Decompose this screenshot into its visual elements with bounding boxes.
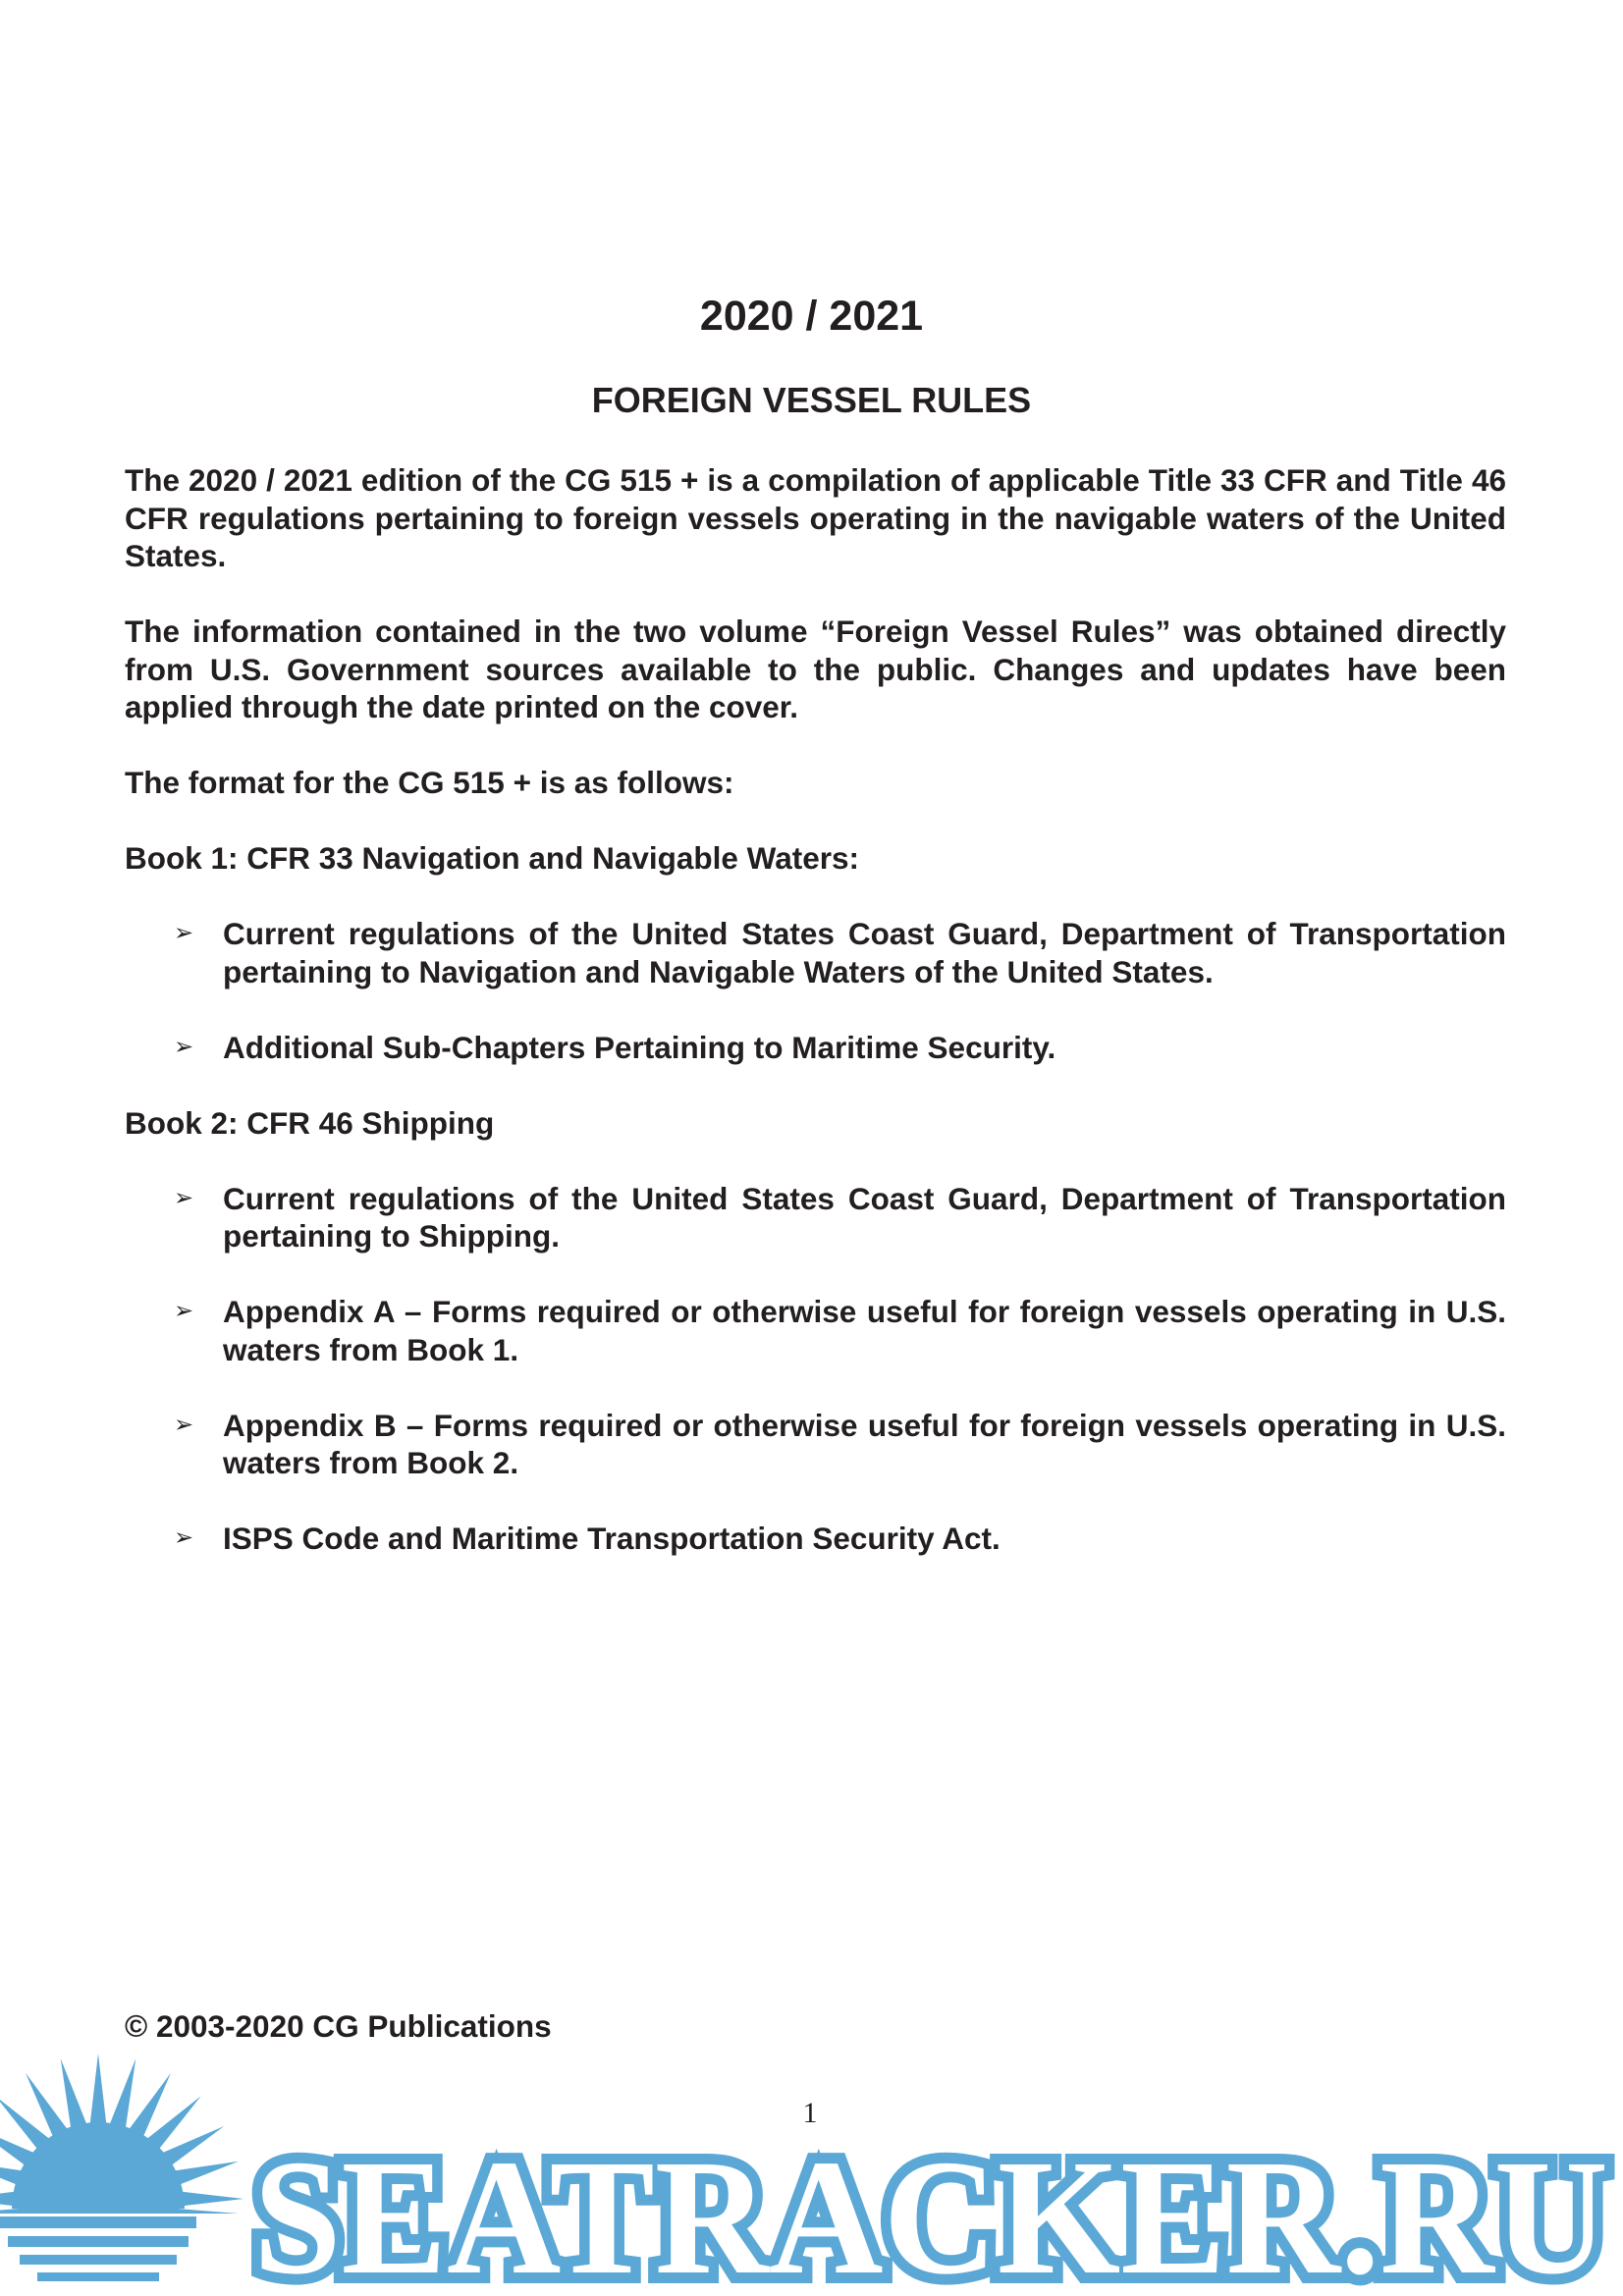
book-1-heading: Book 1: CFR 33 Navigation and Navigable Waters:: [125, 840, 859, 876]
arrow-bullet-icon: ➢: [174, 1033, 194, 1060]
format-intro: The format for the CG 515 + is as follows:: [125, 765, 734, 800]
list-item: [125, 1180, 1506, 1255]
list-item: [125, 915, 1506, 990]
list-item: [125, 1520, 1506, 1558]
page-subtitle: FOREIGN VESSEL RULES: [591, 380, 1032, 420]
list-item-text: ISPS Code and Maritime Transportation Security Act.: [223, 1521, 1001, 1556]
list-item-text: Current regulations of the United States Coast Guard, Department of Transportation pertaining to Shipping.: [223, 1180, 1506, 1254]
arrow-bullet-icon: ➢: [174, 920, 194, 946]
book-2-heading: Book 2: CFR 46 Shipping: [125, 1104, 495, 1141]
copyright-notice: © 2003-2020 CG Publications: [125, 2008, 552, 2044]
document-body: [125, 461, 1506, 1595]
intro-paragraph-2: The information contained in the two volume “Foreign Vessel Rules” was obtained directly from U.S. Government sources available to the public. Changes and updates have been applied through the date printed on the cover.: [125, 614, 1506, 724]
arrow-bullet-icon: ➢: [174, 1298, 194, 1324]
list-item: [125, 1407, 1506, 1482]
intro-paragraph-1: The 2020 / 2021 edition of the CG 515 + is a compilation of applicable Title 33 CFR and Title 46 CFR regulations pertaining to foreign vessels operating in the navigable waters of the United States.: [125, 462, 1506, 573]
list-item: [125, 1293, 1506, 1368]
list-item-text: Additional Sub-Chapters Pertaining to Maritime Security.: [223, 1029, 1056, 1065]
arrow-bullet-icon: ➢: [174, 1411, 194, 1438]
list-item-text: Current regulations of the United States Coast Guard, Department of Transportation pertaining to Navigation and Navigable Waters of the United States.: [223, 916, 1506, 989]
arrow-bullet-icon: ➢: [174, 1184, 194, 1211]
list-item-text: Appendix A – Forms required or otherwise useful for foreign vessels operating in U.S. waters from Book 1.: [223, 1294, 1506, 1367]
sun-icon: [0, 2054, 243, 2281]
book-1-list: [125, 915, 1506, 1066]
watermark-banner: [0, 2052, 1623, 2296]
page-number: 1: [802, 2097, 818, 2129]
list-item-text: Appendix B – Forms required or otherwise useful for foreign vessels operating in U.S. waters from Book 2.: [223, 1407, 1506, 1480]
page-title: 2020 / 2021: [699, 293, 924, 340]
list-item: [125, 1029, 1506, 1067]
arrow-bullet-icon: ➢: [174, 1524, 194, 1551]
watermark-text: SEATRACKER.RU: [253, 2126, 1608, 2296]
book-2-list: [125, 1180, 1506, 1558]
